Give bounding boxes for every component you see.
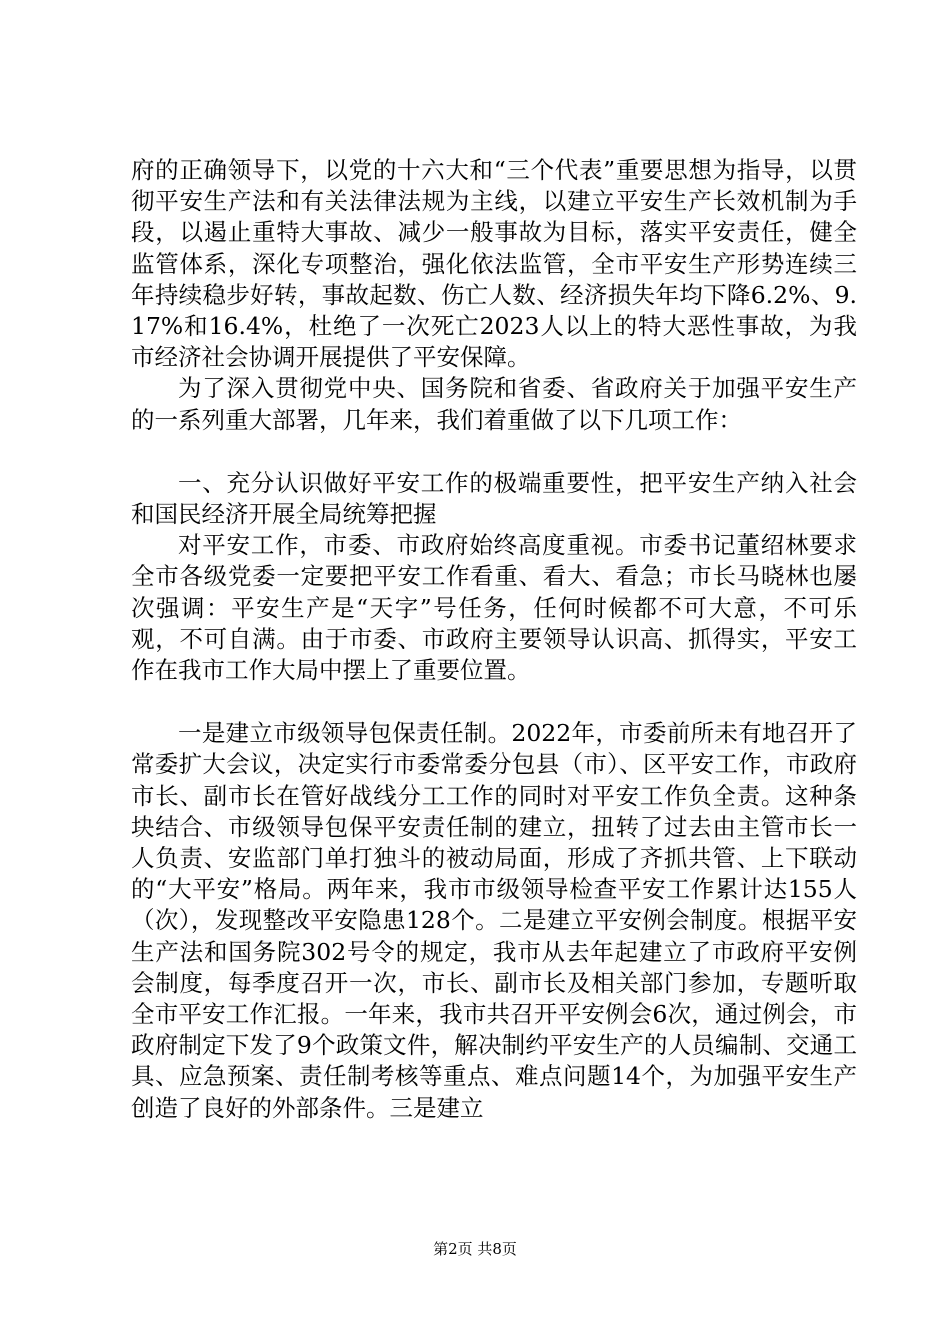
- document-body: [131, 155, 857, 1124]
- page-number-footer: 第2页 共8页: [433, 1240, 517, 1258]
- paragraph-work-overview: 为了深入贯彻党中央、国务院和省委、省政府关于加强平安生产的一系列重大部署，几年来，我们着重做了以下几项工作：: [131, 374, 857, 434]
- paragraph-responsibility-system: 一是建立市级领导包保责任制。2022年，市委前所未有地召开了常委扩大会议，决定实行市委常委分包县（市）、区平安工作，市政府市长、副市长在管好战线分工工作的同时对平安工作负全责。这种条块结合、市级领导包保平安责任制的建立，扭转了过去由主管市长一人负责、安监部门单打独斗的被动局面，形成了齐抓共管、上下联动的“大平安”格局。两年来，我市市级领导检查平安工作累计达155人（次），发现整改平安隐患128个。二是建立平安例会制度。根据平安生产法和国务院302号令的规定，我市从去年起建立了市政府平安例会制度，每季度召开一次，市长、副市长及相关部门参加，专题听取全市平安工作汇报。一年来，我市共召开平安例会6次，通过例会，市政府制定下发了9个政策文件，解决制约平安生产的人员编制、交通工具、应急预案、责任制考核等重点、难点问题14个，为加强平安生产创造了良好的外部条件。三是建立: [131, 719, 857, 1122]
- paragraph-continued-intro: 府的正确领导下，以党的十六大和“三个代表”重要思想为指导，以贯彻平安生产法和有关法律法规为主线，以建立平安生产长效机制为手段，以遏止重特大事故、减少一般事故为目标，落实平安责任，健全监管体系，深化专项整治，强化依法监管，全市平安生产形势连续三年持续稳步好转，事故起数、伤亡人数、经济损失年均下降6.2%、9.17%和16.4%，杜绝了一次死亡2023人以上的特大恶性事故，为我市经济社会协调开展提供了平安保障。: [131, 156, 857, 372]
- section-heading-1: 一、充分认识做好平安工作的极端重要性，把平安生产纳入社会和国民经济开展全局统筹把握: [131, 468, 857, 529]
- paragraph-leadership-attention: 对平安工作，市委、市政府始终高度重视。市委书记董绍林要求全市各级党委一定要把平安工作看重、看大、看急；市长马晓林也屡次强调：平安生产是“天字”号任务，任何时候都不可大意，不可乐观，不可自满。由于市委、市政府主要领导认识高、抓得实，平安工作在我市工作大局中摆上了重要位置。: [131, 531, 857, 685]
